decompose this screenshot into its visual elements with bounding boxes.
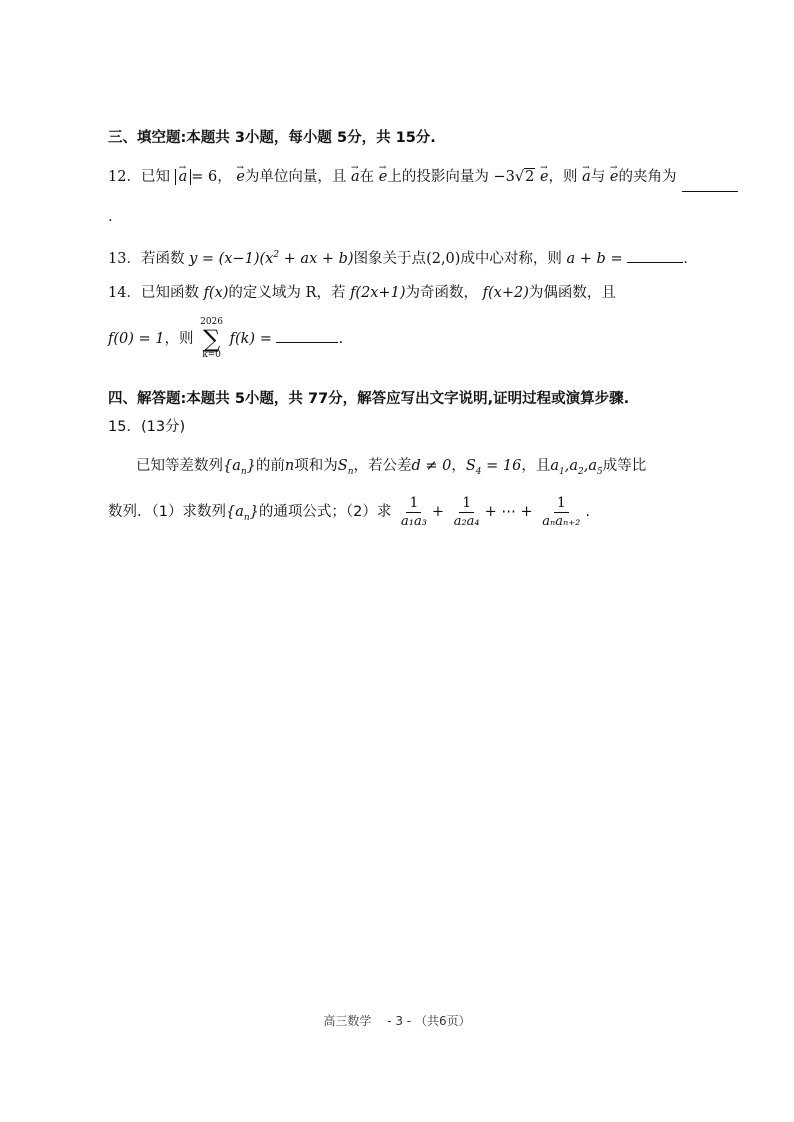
question-15-parts: 数列．（1）求数列$\{a_n\}$的通项公式；（2）求 $\frac{1}{\text{a₁a₃}}$ + $\frac{1}{\text{a₂a₄}}$ + ⋯ + $\frac{1}{\text{aₙaₙ₊₂}}$ . bbox=[108, 494, 590, 529]
vector-a: → a bbox=[351, 166, 360, 188]
vector-e: → e bbox=[379, 166, 388, 188]
projection-coefficient: −3 bbox=[493, 169, 515, 185]
question-15-label: 15．(13分) bbox=[108, 419, 186, 435]
answer-blank-14 bbox=[276, 328, 338, 343]
question-12-period: . bbox=[108, 209, 113, 225]
vector-a: → a bbox=[582, 166, 591, 188]
sum-expression: a + b = bbox=[566, 250, 623, 267]
vector-e: → e bbox=[540, 166, 549, 188]
function-fx: f(x) bbox=[203, 285, 229, 301]
sequence-an: $\{a_n\}$ bbox=[225, 504, 259, 523]
fraction-2: $\frac{1}{\text{a₂a₄}}$ bbox=[453, 494, 480, 529]
question-13: 13．若函数 $y = (x-1)(x^2$ + ax + b)图象关于点(2,0)成中心对称，则 a + b = . bbox=[108, 244, 688, 270]
S4-value: $S_4 = 16$ bbox=[465, 458, 522, 477]
question-number: 14 bbox=[108, 285, 127, 301]
sum-fk: f(k) = bbox=[229, 331, 272, 347]
vector-e: → e bbox=[236, 166, 245, 188]
answer-blank-13 bbox=[627, 248, 683, 263]
sequence-an: $\{a_n\}$ bbox=[223, 458, 256, 477]
summation-sign: 2026 ∑ k=0 bbox=[200, 317, 224, 360]
page-footer: 高三数学 - 3 - （共6页） bbox=[323, 1014, 471, 1028]
question-14: 14．已知函数 f(x)的定义域为 R，若 f(2x+1)为奇函数， f(x+2)为偶函数，且 bbox=[108, 285, 616, 301]
question-number: 13 bbox=[108, 250, 127, 267]
geometric-terms: $a_1,a_2,a_5$ bbox=[550, 458, 603, 477]
fraction-1: $\frac{1}{\text{a₁a₃}}$ bbox=[400, 494, 427, 529]
f0-condition: f(0) = 1 bbox=[108, 331, 165, 347]
question-15-text: 已知等差数列$\{a_n\}$的前n项和为$S_n$，若公差d ≠ 0，$S_4 = 16$，且$a_1,a_2,a_5$成等比 bbox=[136, 458, 647, 477]
point: (2,0) bbox=[426, 250, 461, 267]
question-number: 12 bbox=[108, 169, 127, 185]
common-difference: d ≠ 0 bbox=[411, 458, 452, 474]
vector-e: → e bbox=[610, 166, 619, 188]
sum-Sn: $S_n$ bbox=[337, 458, 354, 477]
section-4-heading: 四、解答题:本题共 5小题，共 77分，解答应写出文字说明,证明过程或演算步骤. bbox=[108, 391, 630, 407]
function-expression: $y = (x-1)(x^2$ + ax + b) bbox=[189, 250, 354, 267]
function-f2x1: f(2x+1) bbox=[350, 285, 406, 301]
fraction-n: $\frac{1}{\text{aₙaₙ₊₂}}$ bbox=[542, 494, 581, 529]
function-fx2: f(x+2) bbox=[482, 285, 529, 301]
question-14-continued: f(0) = 1，则 2026 ∑ k=0 f(k) = . bbox=[108, 317, 344, 360]
section-3-heading: 三、填空题:本题共 3小题，每小题 5分，共 15分. bbox=[108, 130, 436, 146]
answer-blank-12 bbox=[682, 173, 738, 192]
vector-a-magnitude: → a bbox=[175, 169, 192, 185]
question-12: 12．已知 → a = 6， → e为单位向量，且 → a在 → e上的投影向量为 −3√2 → e，则 → a与 → e的夹角为 bbox=[108, 166, 677, 188]
real-set: R bbox=[305, 285, 317, 301]
